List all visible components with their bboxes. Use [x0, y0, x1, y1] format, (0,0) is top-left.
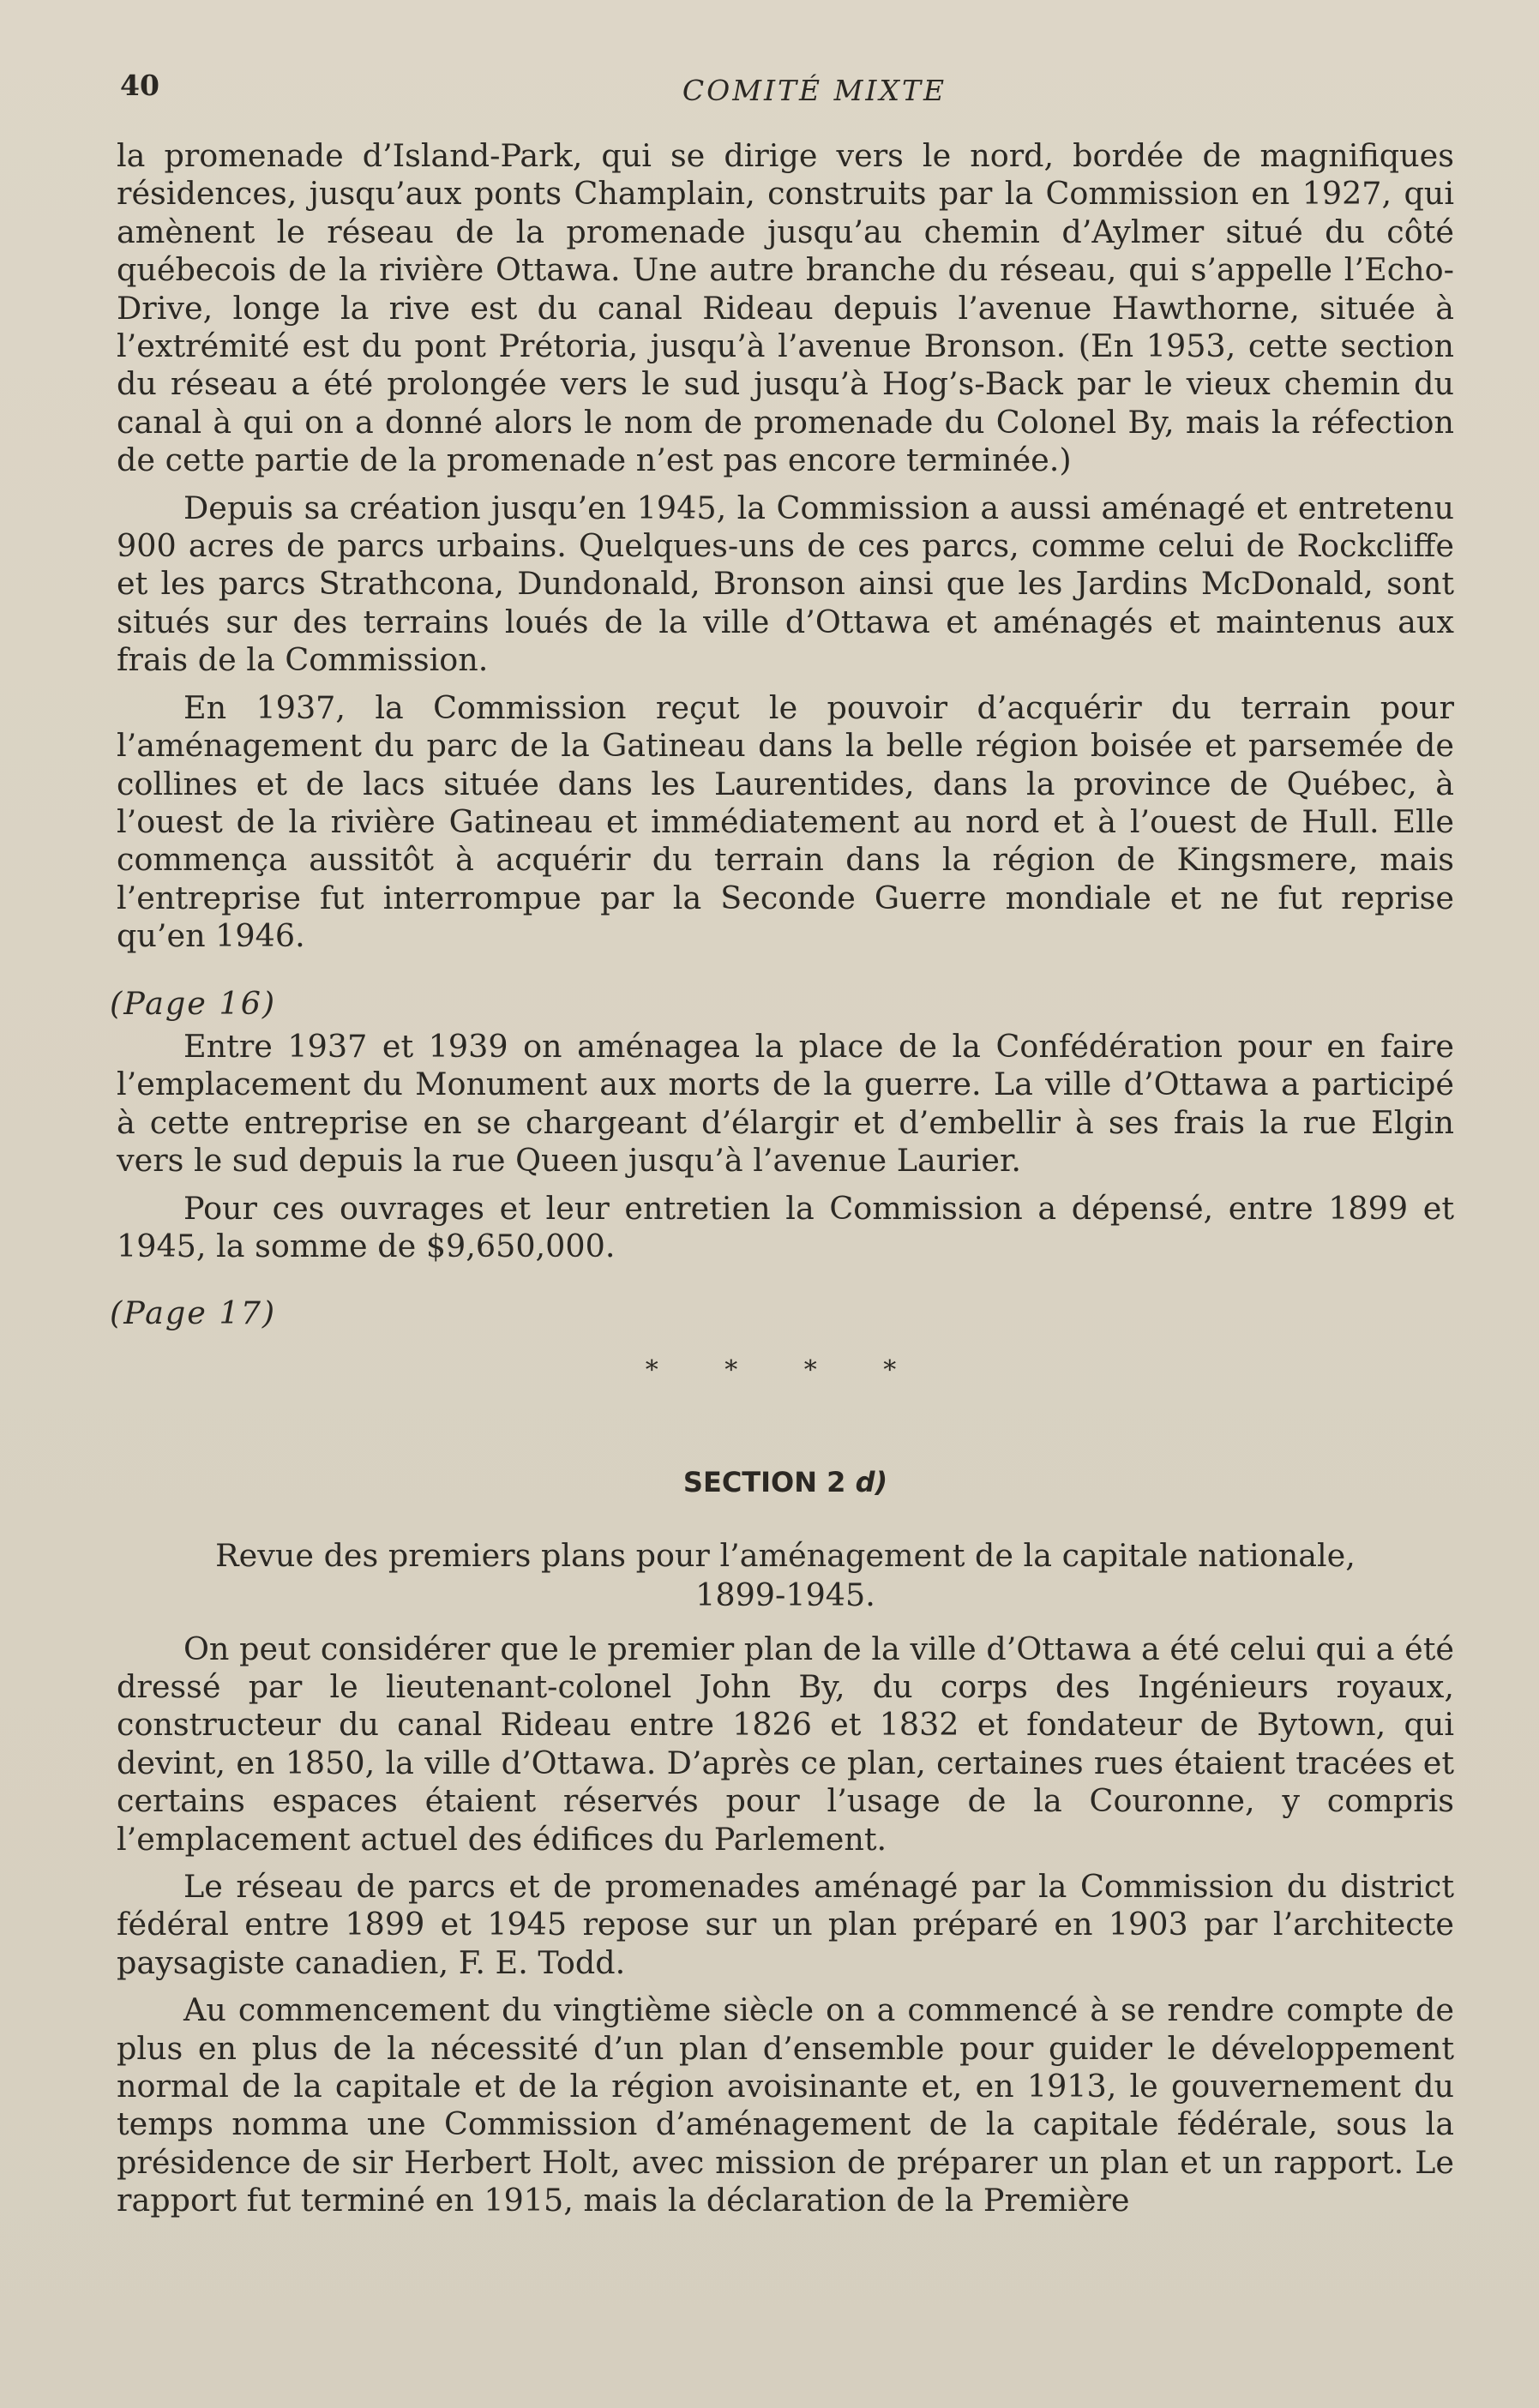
section-subtitle-line2: 1899-1945.: [695, 1576, 875, 1613]
section-letter: d): [855, 1466, 888, 1499]
section-label: SECTION 2: [682, 1466, 846, 1499]
page-number: 40: [120, 69, 159, 102]
paragraph-urban-parks: Depuis sa création jusqu’en 1945, la Commission a aussi aménagé et entretenu 900 acres de parcs urbains. Quelques-uns de ces parcs, comme celui de Rockcliffe et les parcs Strathcona, Dundonald, Bronson ainsi que les Jardins McDonald, sont situés sur des terrains loués de la ville d’Ottawa et aménagés et maintenus aux frais de la Commission.: [117, 489, 1454, 679]
section-subtitle-line1: Revue des premiers plans pour l’aménagement de la capitale nationale,: [215, 1536, 1356, 1574]
paragraph-holt-commission: Au commencement du vingtième siècle on a commencé à se rendre compte de plus en plus de la nécessité d’un plan d’ensemble pour guider le développement normal de la capitale et de la région avoisinante et, en 1913, le gouvernement du temps nomma une Commission d’aménagement de la capitale fédérale, sous la présidence de sir Herbert Holt, avec mission de préparer un plan et un rapport. Le rapport fut terminé en 1915, mais la déclaration de la Première: [117, 1991, 1454, 2219]
paragraph-expenditure: Pour ces ouvrages et leur entretien la Commission a dépensé, entre 1899 et 1945, la somme de $9,650,000.: [117, 1189, 1454, 1264]
page-header: [120, 69, 1458, 111]
paragraph-island-park: la promenade d’Island-Park, qui se dirige vers le nord, bordée de magnifiques résidences, jusqu’aux ponts Champlain, construits par la Commission en 1927, qui amènent le réseau de la promenade jusqu’au chemin d’Aylmer situé du côté québecois de la rivière Ottawa. Une autre branche du réseau, qui s’appelle l’Echo-Drive, longe la rive est du canal Rideau depuis l’avenue Hawthorne, située à l’extrémité est du pont Prétoria, jusqu’à l’avenue Bronson. (En 1953, cette section du réseau a été prolongée vers le sud jusqu’à Hog’s-Back par le vieux chemin du canal à qui on a donné alors le nom de promenade du Colonel By, mais la réfection de cette partie de la promenade n’est pas encore terminée.): [117, 137, 1454, 479]
paragraph-todd-plan: Le réseau de parcs et de promenades aménagé par la Commission du district fédéral entre 1899 et 1945 repose sur un plan préparé en 1903 par l’architecte paysagiste canadien, F. E. Todd.: [117, 1868, 1454, 1981]
section-heading: [117, 1463, 1454, 1501]
paragraph-john-by-plan: On peut considérer que le premier plan de la ville d’Ottawa a été celui qui a été dressé par le lieutenant-colonel John By, du corps des Ingénieurs royaux, constructeur du canal Rideau entre 1826 et 1832 et fondateur de Bytown, qui devint, en 1850, la ville d’Ottawa. D’après ce plan, certaines rues étaient tracées et certains espaces étaient réservés pour l’usage de la Couronne, y compris l’emplacement actuel des édifices du Parlement.: [117, 1630, 1454, 1858]
page-body: [110, 137, 1454, 2230]
running-title: COMITÉ MIXTE: [682, 74, 947, 107]
paragraph-gatineau-park: En 1937, la Commission reçut le pouvoir d’acquérir du terrain pour l’aménagement du parc de la Gatineau dans la belle région boisée et parsemée de collines et de lacs située dans les Laurentides, dans la province de Québec, à l’ouest de la rivière Gatineau et immédiatement au nord et à l’ouest de Hull. Elle commença aussitôt à acquérir du terrain dans la région de Kingsmere, mais l’entreprise fut interrompue par la Seconde Guerre mondiale et ne fut reprise qu’en 1946.: [117, 688, 1454, 955]
section-separator-stars: * * * *: [645, 1354, 926, 1385]
paragraph-confederation-square: Entre 1937 et 1939 on aménagea la place de la Confédération pour en faire l’emplacement du Monument aux morts de la guerre. La ville d’Ottawa a participé à cette entreprise en se chargeant d’élargir et d’embellir à ses frais la rue Elgin vers le sud depuis la rue Queen jusqu’à l’avenue Laurier.: [117, 1027, 1454, 1180]
section-subtitle: [117, 1536, 1454, 1615]
page-reference-16: (Page 16): [110, 984, 277, 1022]
page-reference-17: (Page 17): [110, 1294, 277, 1332]
